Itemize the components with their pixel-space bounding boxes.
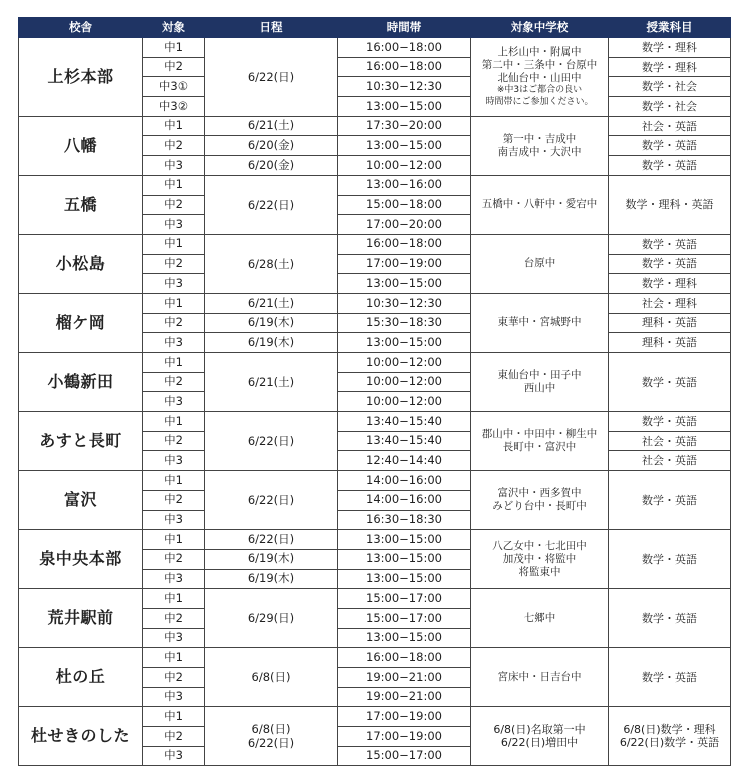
- subject-cell: [609, 707, 731, 766]
- subject-cell: 社会・英語: [609, 451, 731, 471]
- time-cell: 10:00−12:00: [338, 392, 471, 412]
- date-cell: 6/22(日): [205, 412, 338, 471]
- time-cell: 12:40−14:40: [338, 451, 471, 471]
- time-cell: 10:30−12:30: [338, 77, 471, 97]
- time-cell: 13:00−15:00: [338, 97, 471, 117]
- time-cell: 14:00−16:00: [338, 471, 471, 491]
- table-row: [19, 412, 731, 432]
- grade-cell: 中2: [143, 608, 205, 628]
- campus-name: 小松島: [19, 234, 143, 293]
- school-line: 第一中・吉成中: [502, 132, 577, 145]
- subject-cell: 理科・英語: [609, 313, 731, 333]
- schools-cell: [471, 589, 609, 648]
- time-cell: 16:30−18:30: [338, 510, 471, 530]
- date-cell: 6/22(日): [205, 38, 338, 117]
- subject-cell: 数学・社会: [609, 77, 731, 97]
- time-cell: 17:00−19:00: [338, 707, 471, 727]
- grade-cell: 中2: [143, 668, 205, 688]
- subject-cell: 社会・英語: [609, 116, 731, 136]
- date-cell: 6/19(木): [205, 569, 338, 589]
- campus-name: 五橋: [19, 175, 143, 234]
- schools-cell: [471, 353, 609, 412]
- grade-cell: 中3: [143, 687, 205, 707]
- date-cell: 6/21(土): [205, 293, 338, 313]
- date-cell: 6/29(日): [205, 589, 338, 648]
- campus-name: 榴ケ岡: [19, 293, 143, 352]
- table-row: [19, 234, 731, 254]
- grade-cell: 中2: [143, 490, 205, 510]
- subject-cell: 数学・英語: [609, 136, 731, 156]
- time-cell: 13:40−15:40: [338, 412, 471, 432]
- table-row: [19, 471, 731, 491]
- school-line: 宮床中・日吉台中: [497, 670, 582, 683]
- school-line: 七郷中: [523, 611, 556, 624]
- grade-cell: 中3: [143, 451, 205, 471]
- time-cell: 10:00−12:00: [338, 156, 471, 176]
- subject-cell: 数学・英語: [609, 156, 731, 176]
- time-cell: 15:00−18:00: [338, 195, 471, 215]
- table-row: [19, 589, 731, 609]
- date-cell: 6/22(日): [205, 175, 338, 234]
- time-cell: 13:00−15:00: [338, 569, 471, 589]
- grade-cell: 中3: [143, 392, 205, 412]
- campus-name: 八幡: [19, 116, 143, 175]
- table-row: [19, 707, 731, 727]
- date-cell: 6/19(木): [205, 549, 338, 569]
- grade-cell: 中1: [143, 412, 205, 432]
- table-row: [19, 38, 731, 58]
- date-cell: 6/22(日): [205, 471, 338, 530]
- schedule-table: [18, 17, 731, 766]
- school-line: 八乙女中・七北田中: [492, 539, 587, 552]
- school-line: 上杉山中・附属中: [497, 45, 582, 58]
- grade-cell: 中3②: [143, 97, 205, 117]
- time-cell: 17:00−19:00: [338, 254, 471, 274]
- grade-cell: 中3: [143, 215, 205, 235]
- school-line: 台原中: [523, 257, 556, 270]
- header-schools: 対象中学校: [471, 18, 609, 38]
- subject-cell: 数学・英語: [609, 353, 731, 412]
- subject-cell: 数学・英語: [609, 254, 731, 274]
- time-cell: 13:00−15:00: [338, 274, 471, 294]
- time-cell: 10:00−12:00: [338, 353, 471, 373]
- time-cell: 15:30−18:30: [338, 313, 471, 333]
- grade-cell: 中2: [143, 313, 205, 333]
- subject-cell: 数学・理科: [609, 57, 731, 77]
- grade-cell: 中3①: [143, 77, 205, 97]
- header-campus: 校舎: [19, 18, 143, 38]
- subject-cell: 数学・英語: [609, 471, 731, 530]
- campus-name: 杜せきのした: [19, 707, 143, 766]
- time-cell: 15:00−17:00: [338, 746, 471, 766]
- date-cell: 6/21(土): [205, 116, 338, 136]
- subject-cell: 数学・理科・英語: [609, 175, 731, 234]
- subject-cell: 数学・理科: [609, 38, 731, 58]
- time-cell: 16:00−18:00: [338, 648, 471, 668]
- grade-cell: 中1: [143, 648, 205, 668]
- header-subjects: 授業科目: [609, 18, 731, 38]
- date-cell: 6/28(土): [205, 234, 338, 293]
- school-line: 長町中・富沢中: [502, 441, 577, 454]
- school-line: 五橋中・八軒中・愛宕中: [481, 198, 598, 211]
- grade-cell: 中2: [143, 372, 205, 392]
- grade-cell: 中2: [143, 57, 205, 77]
- schools-cell: [471, 234, 609, 293]
- grade-cell: 中2: [143, 195, 205, 215]
- time-cell: 17:30−20:00: [338, 116, 471, 136]
- date-cell: [205, 707, 338, 766]
- school-line: 西山中: [523, 382, 556, 395]
- subject-cell: 数学・社会: [609, 97, 731, 117]
- table-row: [19, 353, 731, 373]
- campus-name: 荒井駅前: [19, 589, 143, 648]
- grade-cell: 中3: [143, 569, 205, 589]
- date-cell: 6/19(木): [205, 333, 338, 353]
- header-time: 時間帯: [338, 18, 471, 38]
- time-cell: 19:00−21:00: [338, 668, 471, 688]
- grade-cell: 中3: [143, 333, 205, 353]
- schools-cell: [471, 648, 609, 707]
- table-row: [19, 116, 731, 136]
- subject-cell: 数学・理科: [609, 274, 731, 294]
- date-cell: 6/20(金): [205, 136, 338, 156]
- grade-cell: 中3: [143, 510, 205, 530]
- school-line: 第二中・三条中・台原中: [481, 59, 598, 72]
- schools-cell: [471, 707, 609, 766]
- subject-cell: 数学・英語: [609, 589, 731, 648]
- time-cell: 17:00−19:00: [338, 727, 471, 747]
- date-line: 6/22(日): [247, 736, 295, 751]
- subject-cell: 数学・英語: [609, 412, 731, 432]
- schools-cell: [471, 412, 609, 471]
- time-cell: 13:00−15:00: [338, 549, 471, 569]
- grade-cell: 中2: [143, 727, 205, 747]
- time-cell: 16:00−18:00: [338, 38, 471, 58]
- subject-cell: 数学・英語: [609, 530, 731, 589]
- time-cell: 16:00−18:00: [338, 234, 471, 254]
- grade-cell: 中1: [143, 234, 205, 254]
- schools-cell: [471, 471, 609, 530]
- grade-cell: 中3: [143, 274, 205, 294]
- grade-cell: 中3: [143, 628, 205, 648]
- time-cell: 13:00−15:00: [338, 333, 471, 353]
- school-line: 郡山中・中田中・柳生中: [481, 427, 598, 440]
- grade-cell: 中1: [143, 38, 205, 58]
- date-cell: 6/8(日): [205, 648, 338, 707]
- time-cell: 15:00−17:00: [338, 608, 471, 628]
- time-cell: 13:00−16:00: [338, 175, 471, 195]
- subject-line: 6/8(日)数学・理科: [623, 722, 716, 736]
- grade-cell: 中1: [143, 353, 205, 373]
- table-row: [19, 175, 731, 195]
- campus-name: あすと長町: [19, 412, 143, 471]
- campus-name: 上杉本部: [19, 38, 143, 117]
- grade-cell: 中2: [143, 549, 205, 569]
- table-row: [19, 530, 731, 550]
- grade-cell: 中1: [143, 530, 205, 550]
- time-cell: 15:00−17:00: [338, 589, 471, 609]
- schools-cell: [471, 530, 609, 589]
- grade-cell: 中2: [143, 254, 205, 274]
- grade-cell: 中1: [143, 293, 205, 313]
- header-grade: 対象: [143, 18, 205, 38]
- time-cell: 10:30−12:30: [338, 293, 471, 313]
- subject-cell: 社会・理科: [609, 293, 731, 313]
- school-line: 加茂中・将監中: [502, 552, 577, 565]
- time-cell: 19:00−21:00: [338, 687, 471, 707]
- subject-line: 6/22(日)数学・英語: [619, 736, 720, 750]
- time-cell: 14:00−16:00: [338, 490, 471, 510]
- school-line: 6/8(日)名取第一中: [493, 722, 586, 736]
- school-note: ※中3はご都合の良い: [496, 85, 583, 96]
- subject-cell: 数学・英語: [609, 648, 731, 707]
- grade-cell: 中1: [143, 589, 205, 609]
- school-note: 時間帯にご参加ください。: [485, 96, 594, 107]
- time-cell: 13:00−15:00: [338, 136, 471, 156]
- school-line: 東仙台中・田子中: [497, 368, 582, 381]
- time-cell: 13:40−15:40: [338, 431, 471, 451]
- school-line: 北仙台中・山田中: [497, 72, 582, 85]
- schools-cell: [471, 175, 609, 234]
- time-cell: 10:00−12:00: [338, 372, 471, 392]
- date-cell: 6/22(日): [205, 530, 338, 550]
- date-cell: 6/20(金): [205, 156, 338, 176]
- school-line: 南吉成中・大沢中: [497, 145, 582, 158]
- subject-cell: 数学・英語: [609, 234, 731, 254]
- schools-cell: [471, 38, 609, 117]
- campus-name: 富沢: [19, 471, 143, 530]
- schools-cell: [471, 116, 609, 175]
- school-line: 6/22(日)増田中: [500, 736, 579, 750]
- school-line: 将監東中: [518, 565, 561, 578]
- school-line: 東華中・宮城野中: [497, 316, 582, 329]
- grade-cell: 中3: [143, 746, 205, 766]
- campus-name: 小鶴新田: [19, 353, 143, 412]
- campus-name: 杜の丘: [19, 648, 143, 707]
- date-cell: 6/21(土): [205, 353, 338, 412]
- grade-cell: 中2: [143, 136, 205, 156]
- time-cell: 13:00−15:00: [338, 530, 471, 550]
- grade-cell: 中2: [143, 431, 205, 451]
- date-line: 6/8(日): [251, 722, 291, 737]
- subject-cell: 社会・英語: [609, 431, 731, 451]
- school-line: 富沢中・西多賀中: [497, 487, 582, 500]
- subject-cell: 理科・英語: [609, 333, 731, 353]
- time-cell: 13:00−15:00: [338, 628, 471, 648]
- header-row: [19, 18, 731, 38]
- grade-cell: 中1: [143, 116, 205, 136]
- school-line: みどり台中・長町中: [492, 500, 587, 513]
- grade-cell: 中1: [143, 175, 205, 195]
- campus-name: 泉中央本部: [19, 530, 143, 589]
- grade-cell: 中3: [143, 156, 205, 176]
- time-cell: 17:00−20:00: [338, 215, 471, 235]
- schools-cell: [471, 293, 609, 352]
- time-cell: 16:00−18:00: [338, 57, 471, 77]
- date-cell: 6/19(木): [205, 313, 338, 333]
- table-row: [19, 648, 731, 668]
- grade-cell: 中1: [143, 471, 205, 491]
- table-row: [19, 293, 731, 313]
- header-date: 日程: [205, 18, 338, 38]
- grade-cell: 中1: [143, 707, 205, 727]
